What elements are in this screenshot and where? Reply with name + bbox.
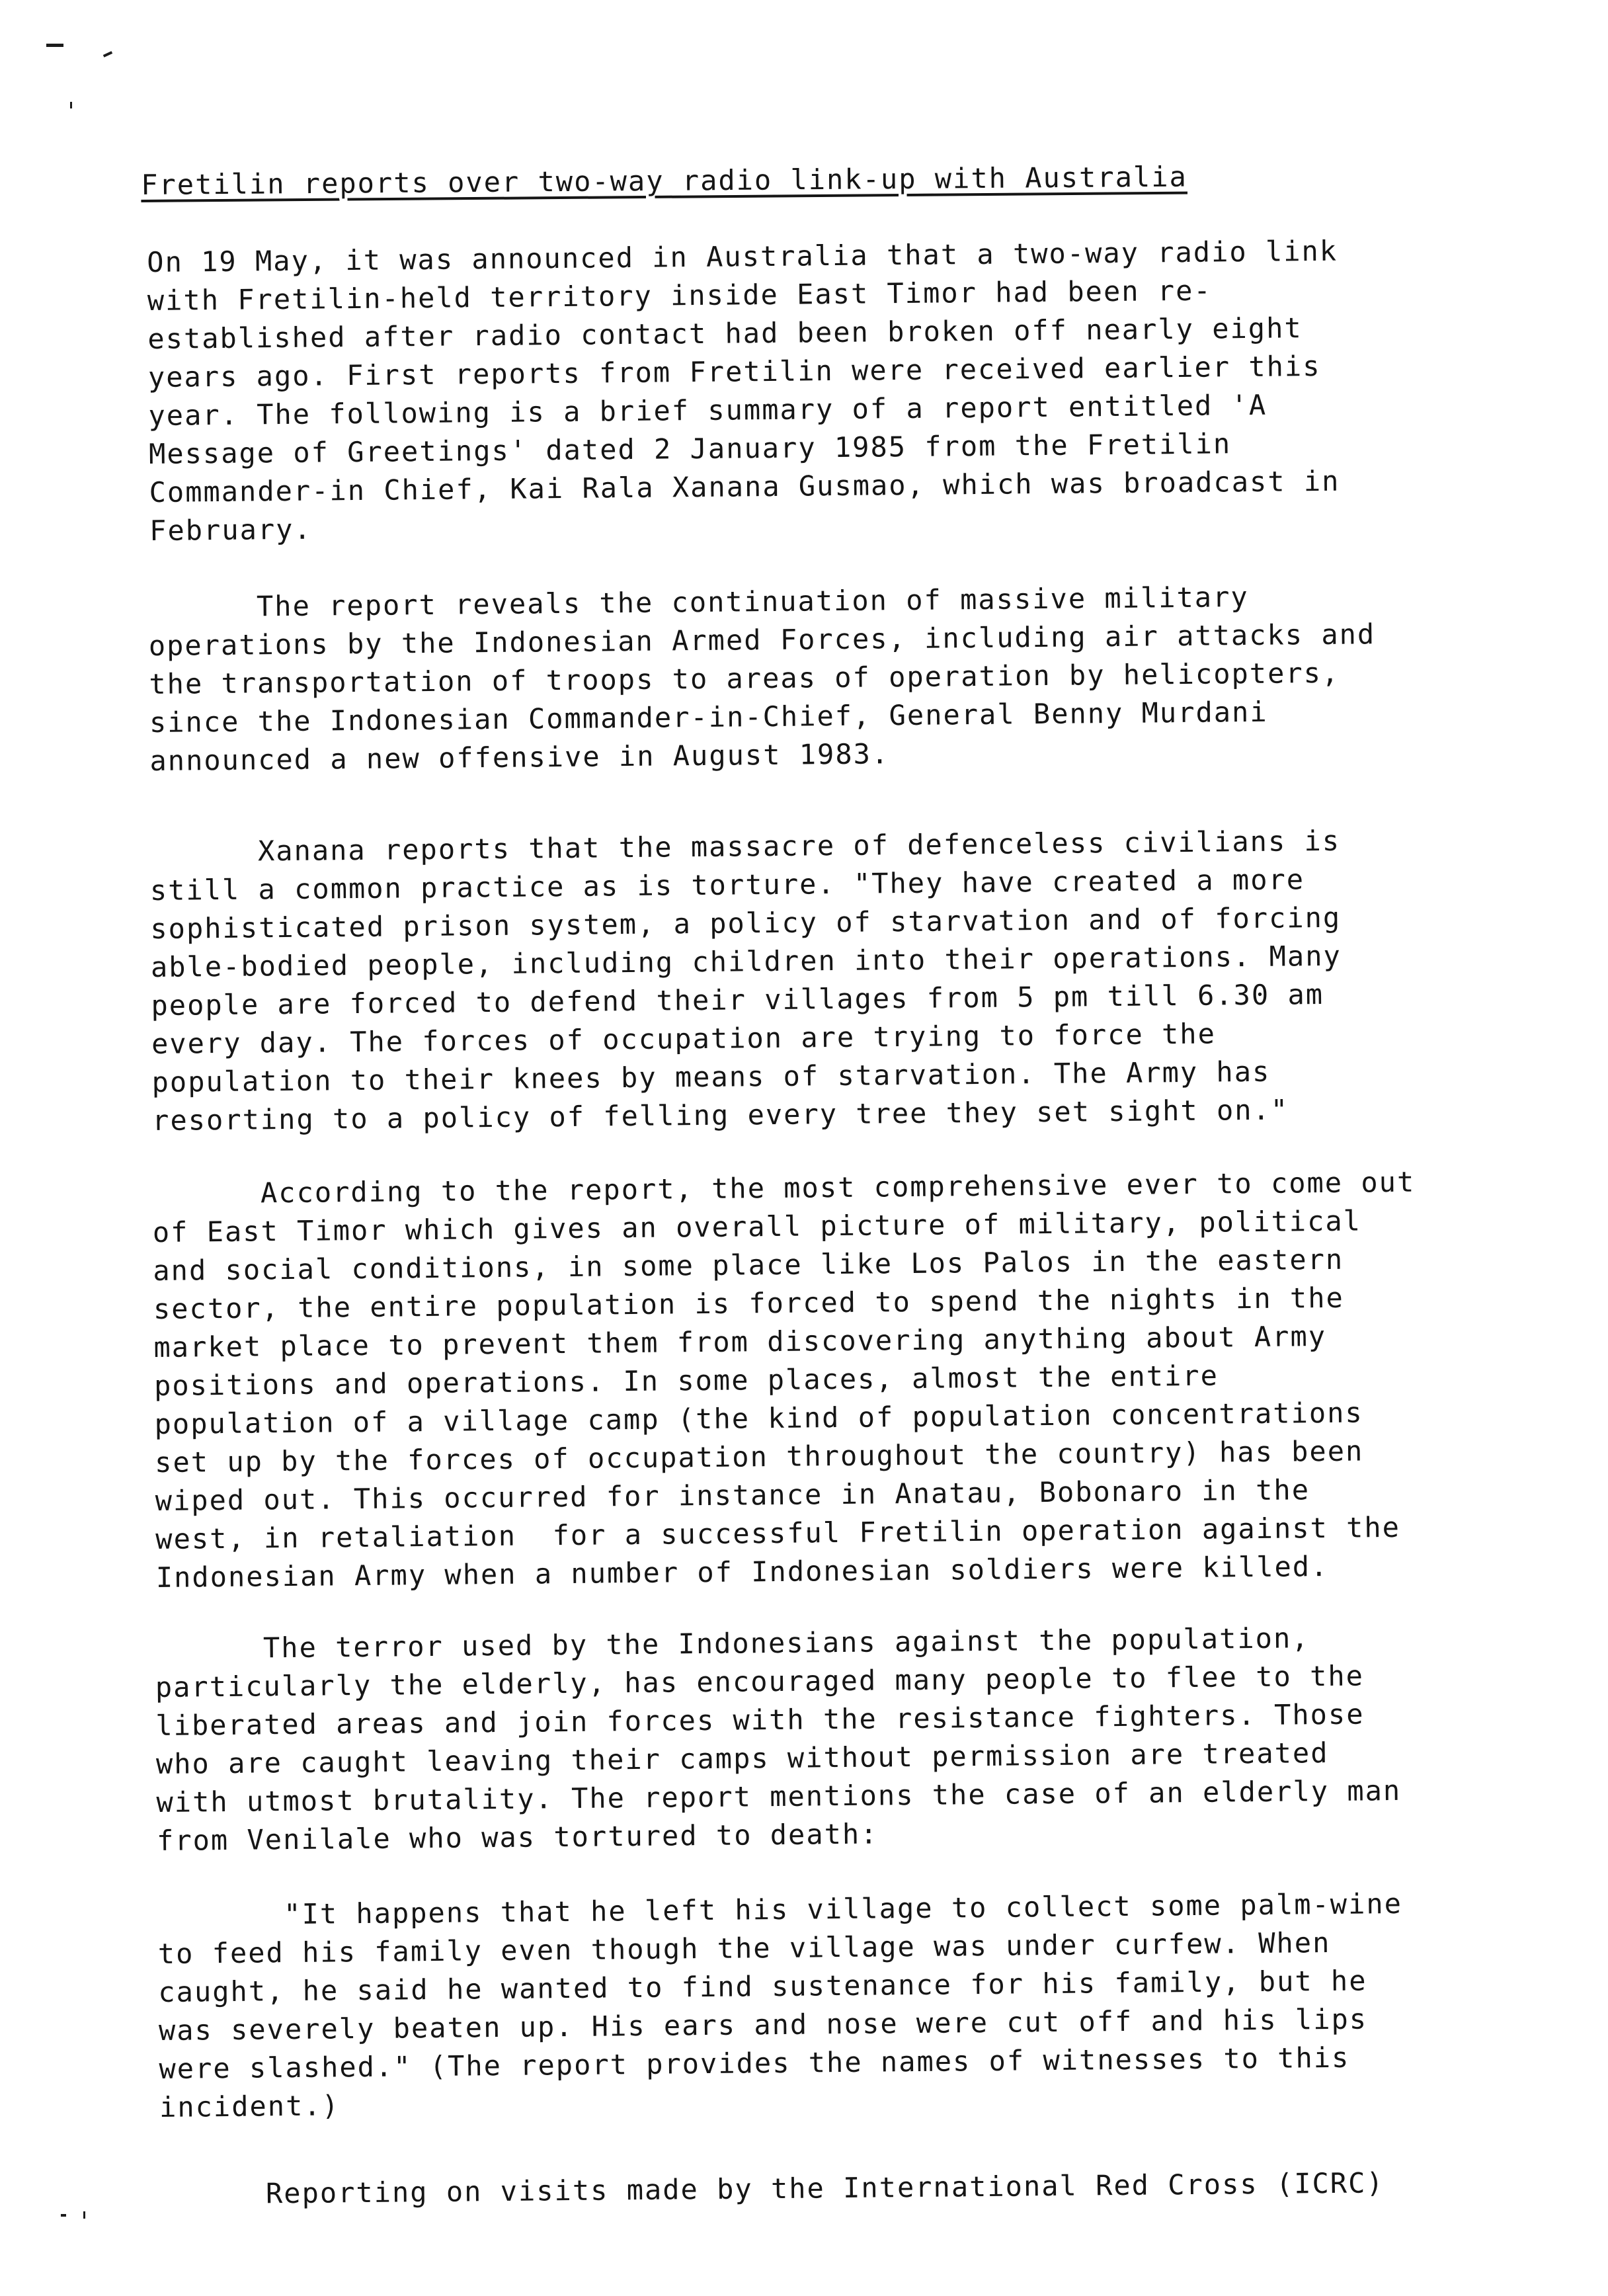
paragraph-6-quote (157, 1885, 1404, 2127)
paragraph-line: sector, the entire population is forced to spend the nights in the (153, 1281, 1344, 1325)
paragraph-line: west, in retaliation for a successful Fretilin operation against the (155, 1510, 1401, 1555)
scan-mark-bottom-tick (83, 2211, 85, 2219)
paragraph-line: set up by the forces of occupation throughout the country) has been (154, 1434, 1364, 1479)
paragraph-line: still a common practice as is torture. "They have created a more (149, 863, 1305, 907)
paragraph-line: of East Timor which gives an overall picture of military, political (152, 1204, 1362, 1249)
paragraph-line: operations by the Indonesian Armed Forces, including air attacks and (148, 618, 1376, 662)
scan-mark-tick (103, 51, 112, 58)
paragraph-line: particularly the elderly, has encouraged many people to flee to the (155, 1659, 1365, 1703)
scan-mark-dash (46, 44, 63, 47)
paragraph-line: caught, he said he wanted to find sustenance for his family, but he (158, 1964, 1367, 2008)
paragraph-line: with Fretilin-held territory inside East Timor had been re- (147, 274, 1212, 317)
paragraph-line: population of a village camp (the kind of population concentrations (154, 1396, 1363, 1440)
paragraph-line: able-bodied people, including children into their operations. Many (150, 939, 1342, 983)
paragraph-line: Commander-in Chief, Kai Rala Xanana Gusmao, which was broadcast in (149, 464, 1340, 509)
scan-mark-dot (70, 102, 72, 108)
paragraph-line: the transportation of troops to areas of operation by helicopters, (149, 656, 1340, 700)
paragraph-line: Indonesian Army when a number of Indonesian soldiers were killed. (155, 1549, 1329, 1594)
paragraph-line: The terror used by the Indonesians against the population, (155, 1621, 1310, 1665)
paragraph-line: wiped out. This occurred for instance in Anatau, Bobonaro in the (155, 1473, 1310, 1517)
paragraph-line: Message of Greetings' dated 2 January 1985 from the Fretilin (148, 427, 1232, 470)
paragraph-line: were slashed." (The report provides the names of witnesses to this (159, 2041, 1350, 2085)
paragraph-7 (157, 2164, 1385, 2214)
paragraph-line: to feed his family even though the village was under curfew. When (157, 1926, 1331, 1970)
paragraph-line: people are forced to defend their villages from 5 pm till 6.30 am (151, 977, 1324, 1022)
paragraph-2 (148, 577, 1377, 780)
paragraph-line: population to their knees by means of starvation. The Army has (151, 1055, 1271, 1098)
paragraph-line: with utmost brutality. The report mentions the case of an elderly man (156, 1774, 1402, 1819)
paragraph-line: "It happens that he left his village to collect some palm-wine (157, 1887, 1403, 1932)
paragraph-line: According to the report, the most comprehensive ever to come out (152, 1165, 1416, 1210)
paragraph-line: who are caught leaving their camps without permission are treated (155, 1736, 1329, 1780)
paragraph-line: resorting to a policy of felling every tree they set sight on." (151, 1093, 1289, 1137)
paragraph-line: established after radio contact had been broken off nearly eight (147, 311, 1303, 355)
paragraph-5 (155, 1618, 1402, 1860)
paragraph-line: and social conditions, in some place like Los Palos in the eastern (153, 1243, 1344, 1287)
paragraph-line: was severely beaten up. His ears and nose were cut off and his lips (158, 2002, 1368, 2047)
paragraph-line: from Venilale who was tortured to death: (156, 1817, 879, 1857)
paragraph-line: every day. The forces of occupation are trying to force the (151, 1017, 1217, 1060)
paragraph-line: positions and operations. In some places, almost the entire (153, 1359, 1219, 1402)
scan-mark-bottom (61, 2214, 66, 2217)
paragraph-line: sophisticated prison system, a policy of starvation and of forcing (150, 901, 1342, 945)
paragraph-line: Xanana reports that the massacre of defenceless civilians is (149, 824, 1341, 868)
paragraph-line: liberated areas and join forces with the resistance fighters. Those (155, 1698, 1365, 1742)
paragraph-4 (152, 1163, 1419, 1597)
paragraph-line: since the Indonesian Commander-in-Chief, General Benny Murdani (149, 695, 1268, 739)
paragraph-line: Reporting on visits made by the International Red Cross (ICRC) (157, 2166, 1385, 2211)
paragraph-line: announced a new offensive in August 1983. (149, 737, 890, 777)
paragraph-line: incident.) (159, 2089, 341, 2123)
paragraph-3 (149, 822, 1343, 1140)
document-title: Fretilin_reports_over_two-way_radio_link-up_with_Australia (141, 160, 1187, 201)
paragraph-line: year. The following is a brief summary of a report entitled 'A (148, 388, 1267, 432)
paragraph-1 (147, 232, 1340, 550)
paragraph-line: years ago. First reports from Fretilin were received earlier this (147, 349, 1321, 393)
paragraph-line: February. (149, 512, 312, 547)
paragraph-line: market place to prevent them from discovering anything about Army (153, 1319, 1327, 1364)
paragraph-line: The report reveals the continuation of massive military (148, 581, 1249, 624)
paragraph-line: On 19 May, it was announced in Australia that a two-way radio link (147, 234, 1338, 278)
